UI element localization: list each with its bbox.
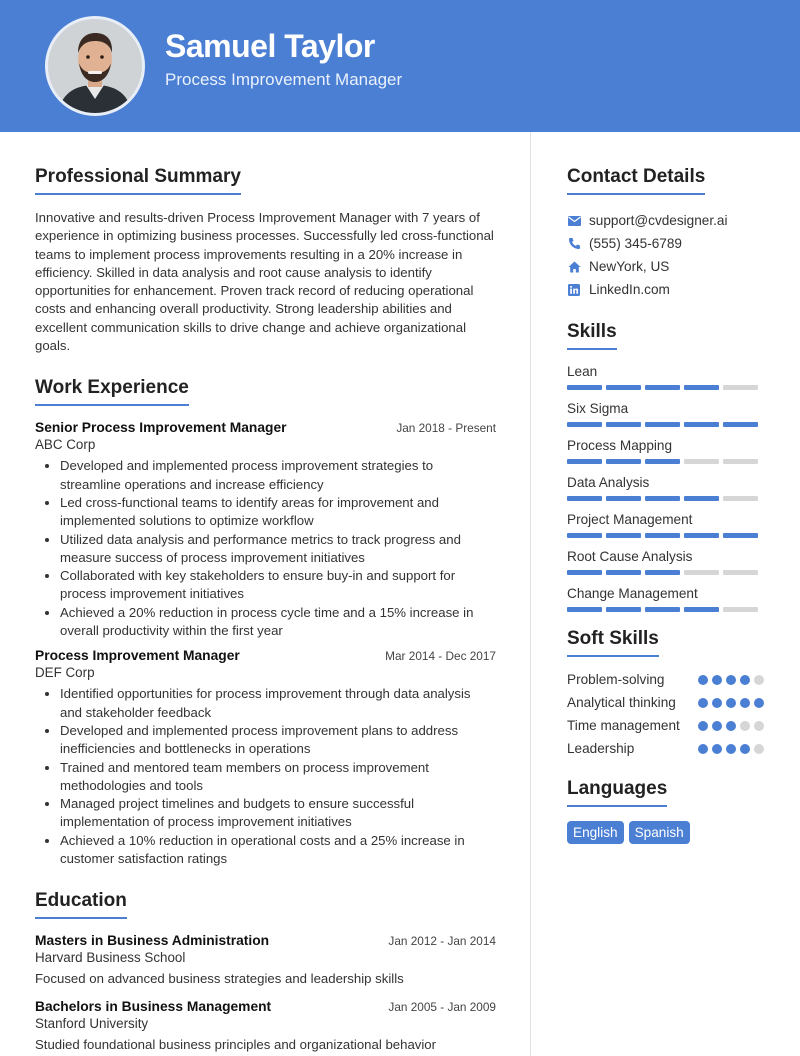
skill-level-segment	[645, 533, 680, 538]
job-entry	[35, 420, 496, 640]
rating-dot	[726, 721, 736, 731]
job-company: DEF Corp	[35, 665, 95, 681]
job-entry	[35, 648, 496, 868]
skill-name: Change Management	[567, 586, 698, 601]
languages-list	[567, 821, 764, 844]
experience-heading: Work Experience	[35, 377, 189, 406]
rating-dot	[712, 675, 722, 685]
education-dates: Jan 2005 - Jan 2009	[388, 999, 496, 1014]
bullet-item: • Achieved a 10% reduction in operational costs and a 25% increase in customer satisfaction ratings	[60, 832, 496, 869]
skill-item	[567, 586, 764, 612]
bullet-item: • Trained and mentored team members on process improvement methodologies and tools	[60, 759, 496, 796]
contact-email[interactable]	[567, 209, 764, 232]
bullet-item: • Developed and implemented process improvement plans to address inefficiencies and bottlenecks in operations	[60, 722, 496, 759]
skill-level-bar	[567, 385, 764, 390]
skill-item	[567, 438, 764, 464]
rating-dot	[754, 744, 764, 754]
skill-level-segment	[645, 570, 680, 575]
skill-level-segment	[645, 459, 680, 464]
main-column	[35, 166, 496, 1054]
skill-item	[567, 475, 764, 501]
skill-level-segment	[723, 533, 758, 538]
skill-name: Data Analysis	[567, 475, 650, 490]
education-heading: Education	[35, 890, 127, 919]
rating-dot	[740, 744, 750, 754]
skill-item	[567, 364, 764, 390]
skill-level-segment	[684, 496, 719, 501]
contact-phone[interactable]	[567, 232, 764, 255]
school-name: Harvard Business School	[35, 950, 186, 966]
skill-level-bar	[567, 533, 764, 538]
portrait-image	[48, 19, 142, 113]
education-desc: Studied foundational business principles and organizational behavior	[35, 1036, 437, 1052]
phone-icon	[567, 237, 581, 251]
degree-title: Masters in Business Administration	[35, 933, 270, 949]
skill-level-segment	[606, 385, 641, 390]
skill-level-segment	[567, 385, 602, 390]
bullet-item: • Managed project timelines and budgets to ensure successful implementation of process improvement initiatives	[60, 795, 496, 832]
candidate-title: Process Improvement Manager	[165, 70, 403, 89]
education-entry	[35, 933, 496, 988]
summary-text: Innovative and results-driven Process Improvement Manager with 7 years of experience in optimizing business processes. Successfully led cross-functional teams to implement process improvements resulting in a 20% increase in efficiency. Skilled in data analysis and root cause analysis to identify opportunities for enhancement. Proven track record of reducing operational costs and enhancing overall productivity. Strong leadership abilities and excellent communication skills to drive change and achieve organizational goals.	[35, 210, 494, 354]
skill-name: Six Sigma	[567, 401, 629, 416]
contact-linkedin[interactable]	[567, 278, 764, 301]
rating-dot	[754, 721, 764, 731]
contact-location	[567, 255, 764, 278]
soft-skill-name: Analytical thinking	[567, 695, 676, 710]
skill-level-segment	[645, 422, 680, 427]
skill-level-segment	[723, 385, 758, 390]
education-entry	[35, 999, 496, 1054]
linkedin-text: LinkedIn.com	[589, 282, 670, 297]
rating-dot	[698, 744, 708, 754]
job-bullets	[35, 685, 496, 868]
skill-level-segment	[567, 533, 602, 538]
skill-level-bar	[567, 607, 764, 612]
rating-dot	[740, 675, 750, 685]
soft-skills-list	[567, 671, 764, 758]
language-tag: English	[567, 821, 624, 844]
soft-skill-item	[567, 671, 764, 689]
rating-dot	[698, 698, 708, 708]
skill-level-segment	[645, 496, 680, 501]
skill-level-segment	[723, 570, 758, 575]
contact-heading: Contact Details	[567, 166, 705, 195]
rating-dot	[698, 721, 708, 731]
skill-level-segment	[567, 422, 602, 427]
skill-level-segment	[606, 422, 641, 427]
skill-level-bar	[567, 459, 764, 464]
skill-level-segment	[567, 496, 602, 501]
language-tag: Spanish	[629, 821, 690, 844]
avatar	[45, 16, 145, 116]
job-bullets	[35, 457, 496, 640]
skill-name: Lean	[567, 364, 598, 379]
soft-skill-rating	[698, 675, 764, 685]
bullet-item: • Collaborated with key stakeholders to ensure buy-in and support for process improvement initiatives	[60, 567, 496, 604]
soft-skill-rating	[698, 721, 764, 731]
languages-heading: Languages	[567, 778, 667, 807]
bullet-item: • Identified opportunities for process improvement through data analysis and stakeholder feedback	[60, 685, 496, 722]
skill-level-bar	[567, 570, 764, 575]
skill-level-segment	[567, 459, 602, 464]
skill-name: Process Mapping	[567, 438, 673, 453]
skill-name: Root Cause Analysis	[567, 549, 693, 564]
skill-item	[567, 512, 764, 538]
soft-skill-name: Time management	[567, 718, 680, 733]
summary-section	[35, 166, 496, 355]
rating-dot	[754, 698, 764, 708]
skill-level-segment	[723, 459, 758, 464]
email-text: support@cvdesigner.ai	[589, 213, 728, 228]
bullet-item: • Utilized data analysis and performance metrics to track progress and measure success of process improvement initiatives	[60, 531, 496, 568]
job-dates: Jan 2018 - Present	[396, 421, 496, 436]
rating-dot	[726, 675, 736, 685]
skill-level-bar	[567, 496, 764, 501]
column-divider	[530, 132, 531, 1056]
skill-level-segment	[684, 607, 719, 612]
degree-title: Bachelors in Business Management	[35, 998, 272, 1014]
skill-level-segment	[684, 570, 719, 575]
bullet-item: • Developed and implemented process improvement strategies to streamline operations and increase efficiency	[60, 457, 496, 494]
skill-level-segment	[645, 607, 680, 612]
rating-dot	[712, 721, 722, 731]
contact-section	[567, 166, 764, 301]
skill-level-segment	[606, 533, 641, 538]
linkedin-icon	[567, 283, 581, 297]
skills-section	[567, 321, 764, 612]
sidebar-column	[567, 166, 764, 844]
rating-dot	[712, 744, 722, 754]
summary-heading: Professional Summary	[35, 166, 241, 195]
candidate-name: Samuel Taylor	[165, 28, 375, 64]
skill-item	[567, 401, 764, 427]
soft-skill-rating	[698, 744, 764, 754]
rating-dot	[698, 675, 708, 685]
job-company: ABC Corp	[35, 437, 96, 453]
skill-level-segment	[606, 459, 641, 464]
skill-level-segment	[684, 385, 719, 390]
skill-level-segment	[567, 607, 602, 612]
skill-item	[567, 549, 764, 575]
rating-dot	[726, 744, 736, 754]
education-section	[35, 890, 496, 1054]
skill-level-segment	[723, 496, 758, 501]
soft-skills-section	[567, 628, 764, 758]
job-title: Senior Process Improvement Manager	[35, 420, 287, 436]
home-icon	[567, 260, 581, 274]
soft-skill-name: Leadership	[567, 741, 635, 756]
soft-skills-heading: Soft Skills	[567, 628, 659, 657]
phone-text: (555) 345-6789	[589, 236, 682, 251]
skill-level-segment	[645, 385, 680, 390]
skill-name: Project Management	[567, 512, 693, 527]
languages-section	[567, 778, 764, 844]
envelope-icon	[567, 214, 581, 228]
rating-dot	[740, 698, 750, 708]
soft-skill-rating	[698, 698, 764, 708]
skill-level-segment	[723, 607, 758, 612]
skill-level-segment	[684, 422, 719, 427]
rating-dot	[754, 675, 764, 685]
skill-level-segment	[606, 496, 641, 501]
rating-dot	[712, 698, 722, 708]
experience-section	[35, 377, 496, 868]
skill-level-segment	[606, 607, 641, 612]
education-desc: Focused on advanced business strategies and leadership skills	[35, 971, 404, 987]
location-text: NewYork, US	[589, 259, 670, 274]
bullet-item: • Achieved a 20% reduction in process cycle time and a 15% increase in overall productivity within the first year	[60, 604, 496, 641]
skills-list	[567, 364, 764, 612]
job-title: Process Improvement Manager	[35, 648, 240, 664]
soft-skill-item	[567, 717, 764, 735]
rating-dot	[726, 698, 736, 708]
skill-level-segment	[567, 570, 602, 575]
skill-level-segment	[723, 422, 758, 427]
soft-skill-name: Problem-solving	[567, 672, 665, 687]
soft-skill-item	[567, 740, 764, 758]
skill-level-segment	[606, 570, 641, 575]
skill-level-segment	[684, 459, 719, 464]
skill-level-bar	[567, 422, 764, 427]
rating-dot	[740, 721, 750, 731]
job-dates: Mar 2014 - Dec 2017	[385, 649, 496, 664]
header	[0, 0, 800, 132]
soft-skill-item	[567, 694, 764, 712]
skills-heading: Skills	[567, 321, 617, 350]
skill-level-segment	[684, 533, 719, 538]
education-dates: Jan 2012 - Jan 2014	[388, 934, 496, 949]
bullet-item: • Led cross-functional teams to identify areas for improvement and implemented solutions to optimize workflow	[60, 494, 496, 531]
school-name: Stanford University	[35, 1015, 149, 1031]
